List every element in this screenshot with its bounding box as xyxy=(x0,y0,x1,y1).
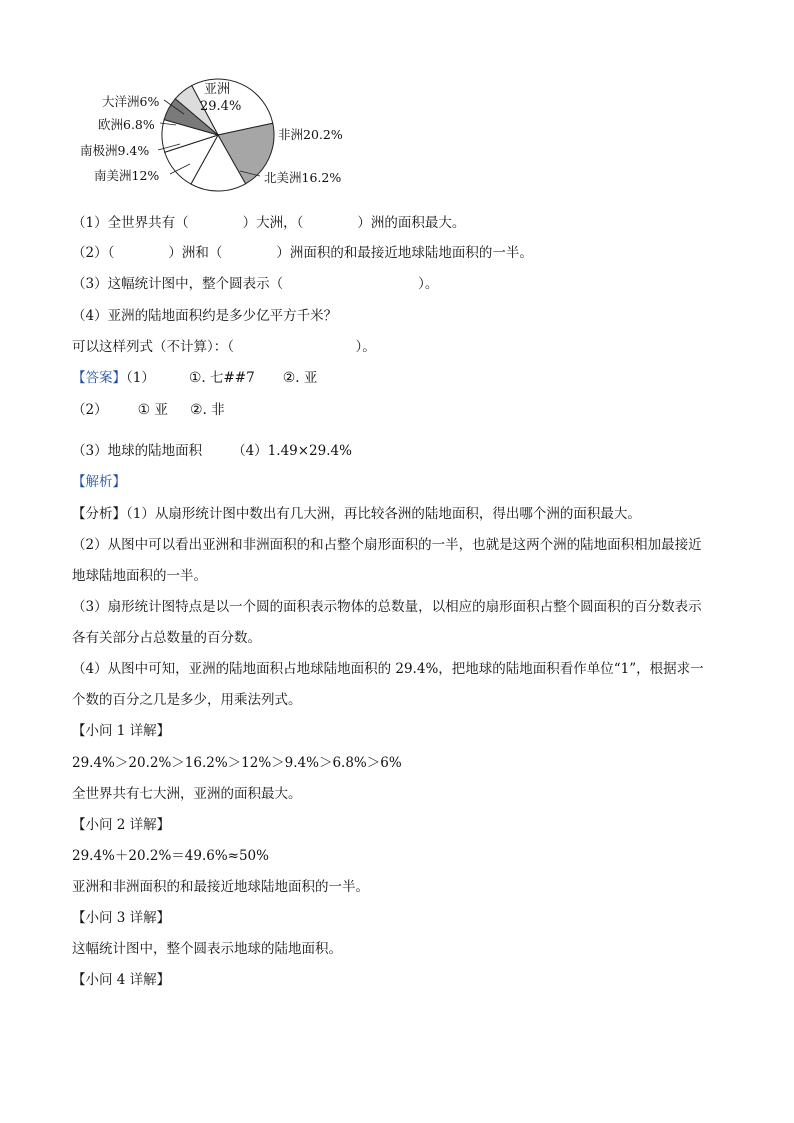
label-asia-pct: 29.4% xyxy=(200,99,242,114)
label-antarctica: 南极洲9.4% xyxy=(80,143,150,158)
label-oceania: 大洋洲6% xyxy=(102,94,160,109)
analysis-p4-line1: （4）从图中可知，亚洲的陆地面积占地球陆地面积的 29.4%，把地球的陆地面积看作单位“1”，根据求一 xyxy=(72,661,704,677)
detail-2-text: 亚洲和非洲面积的和最接近地球陆地面积的一半。 xyxy=(72,879,369,895)
label-asia-name: 亚洲 xyxy=(204,82,231,97)
label-africa: 非洲20.2% xyxy=(278,127,343,142)
label-europe: 欧洲6.8% xyxy=(98,117,155,132)
detail-3-text: 这幅统计图中，整个圆表示地球的陆地面积。 xyxy=(72,941,342,957)
detail-2-calc: 29.4%＋20.2%＝49.6%≈50% xyxy=(72,848,269,864)
answer-b2-text: . 非 xyxy=(202,402,225,418)
analysis-p2-line2: 地球陆地面积的一半。 xyxy=(72,568,207,584)
analysis-p3-line2: 各有关部分占总数量的百分数。 xyxy=(72,630,261,646)
analysis-p1 xyxy=(72,506,641,522)
answer-part3: （3）地球的陆地面积 xyxy=(72,443,203,459)
detail-3-title: 【小问 3 详解】 xyxy=(72,910,171,926)
label-south-america: 南美洲12% xyxy=(94,168,160,183)
pie-chart xyxy=(72,78,362,198)
question-4: （4）亚洲的陆地面积约是多少亿平方千米？ xyxy=(72,308,338,324)
answer-line-2 xyxy=(72,402,225,418)
detail-1-text: 全世界共有七大洲，亚洲的面积最大。 xyxy=(72,786,302,802)
detail-2-title: 【小问 2 详解】 xyxy=(72,817,171,833)
analysis-p1-tag: 【分析】 xyxy=(72,506,126,522)
answer-b1-mark: ① xyxy=(137,402,151,418)
analysis-p4-line2: 个数的百分之几是多少，用乘法列式。 xyxy=(72,692,302,708)
question-2: （2）（ ）洲和（ ）洲面积的和最接近地球陆地面积的一半。 xyxy=(72,245,533,261)
analysis-tag: 【解析】 xyxy=(72,474,126,490)
answer-tag: 【答案】 xyxy=(72,370,126,386)
answer-part1-prefix: （1） xyxy=(126,370,155,386)
answer-a2-text: . 亚 xyxy=(295,370,318,386)
answer-line-3 xyxy=(72,443,352,459)
answer-a1-text: . 七##7 xyxy=(201,370,255,386)
answer-line-1 xyxy=(72,370,317,386)
answer-part2-prefix: （2） xyxy=(72,402,108,418)
question-1: （1）全世界共有（ ）大洲，（ ）洲的面积最大。 xyxy=(72,215,466,231)
question-3: （3）这幅统计图中，整个圆表示（ ）。 xyxy=(72,276,439,292)
analysis-p1-text: （1）从扇形统计图中数出有几大洲，再比较各洲的陆地面积，得出哪个洲的面积最大。 xyxy=(126,506,641,522)
detail-1-title: 【小问 1 详解】 xyxy=(72,723,171,739)
answer-a2-mark: ② xyxy=(282,370,296,386)
analysis-p2-line1: （2）从图中可以看出亚洲和非洲面积的和占整个扇形面积的一半，也就是这两个洲的陆地面积相加最接近 xyxy=(72,537,702,553)
label-north-america: 北美洲16.2% xyxy=(264,170,342,185)
question-4-formula: 可以这样列式（不计算）：（ ）。 xyxy=(72,339,376,355)
detail-1-calc: 29.4%＞20.2%＞16.2%＞12%＞9.4%＞6.8%＞6% xyxy=(72,755,402,771)
detail-4-title: 【小问 4 详解】 xyxy=(72,972,171,988)
analysis-p3-line1: （3）扇形统计图特点是以一个圆的面积表示物体的总数量，以相应的扇形面积占整个圆面积的百分数表示 xyxy=(72,599,702,615)
answer-b1-text: 亚 xyxy=(150,402,168,418)
answer-b2-mark: ② xyxy=(189,402,203,418)
answer-a1-mark: ① xyxy=(188,370,202,386)
answer-part4: （4）1.49×29.4% xyxy=(232,443,352,459)
